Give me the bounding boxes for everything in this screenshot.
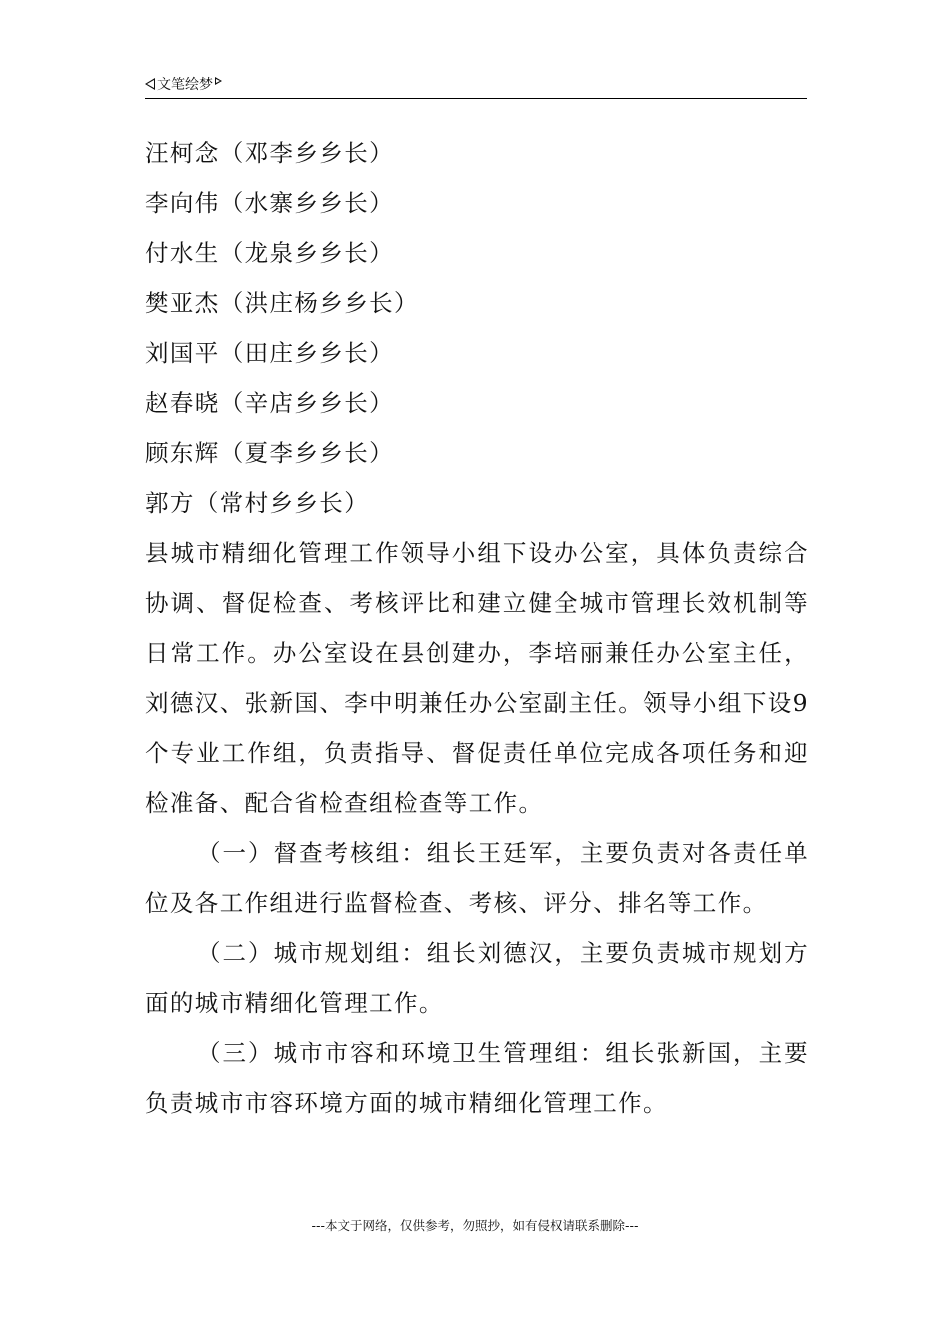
header-title: [145, 74, 222, 94]
member-line: 付水生（龙泉乡乡长）: [145, 239, 394, 267]
page-footer: ---本文于网络，仅供参考，勿照抄，如有侵权请联系删除---: [311, 1218, 639, 1233]
member-line: 刘国平（田庄乡乡长）: [145, 339, 394, 367]
group-2-paragraph: （二）城市规划组：组长刘德汉，主要负责城市规划方面的城市精细化管理工作。: [145, 939, 809, 1017]
member-line: 李向伟（水寨乡乡长）: [145, 189, 394, 217]
office-paragraph: 县城市精细化管理工作领导小组下设办公室，具体负责综合协调、督促检查、考核评比和建立健全城市管理长效机制等日常工作。办公室设在县创建办，李培丽兼任办公室主任，刘德汉、张新国、李中明兼任办公室副主任。领导小组下设9个专业工作组，负责指导、督促责任单位完成各项任务和迎检准备、配合省检查组检查等工作。: [145, 539, 809, 817]
triangle-left-icon: [145, 78, 155, 90]
member-line: 汪柯念（邓李乡乡长）: [145, 139, 394, 167]
triangle-right-icon: [215, 77, 222, 85]
member-line: 赵春晓（辛店乡乡长）: [145, 389, 394, 417]
document-body: [145, 128, 809, 1128]
header-label: 文笔绘梦: [157, 77, 213, 93]
member-line: 郭方（常村乡乡长）: [145, 489, 370, 517]
group-3-paragraph: （三）城市市容和环境卫生管理组：组长张新国，主要负责城市市容环境方面的城市精细化管理工作。: [145, 1039, 809, 1117]
member-line: 樊亚杰（洪庄杨乡乡长）: [145, 289, 419, 317]
page-header: [145, 72, 807, 99]
group-1-paragraph: （一）督查考核组：组长王廷军，主要负责对各责任单位及各工作组进行监督检查、考核、评分、排名等工作。: [145, 839, 809, 917]
member-line: 顾东辉（夏李乡乡长）: [145, 439, 394, 467]
